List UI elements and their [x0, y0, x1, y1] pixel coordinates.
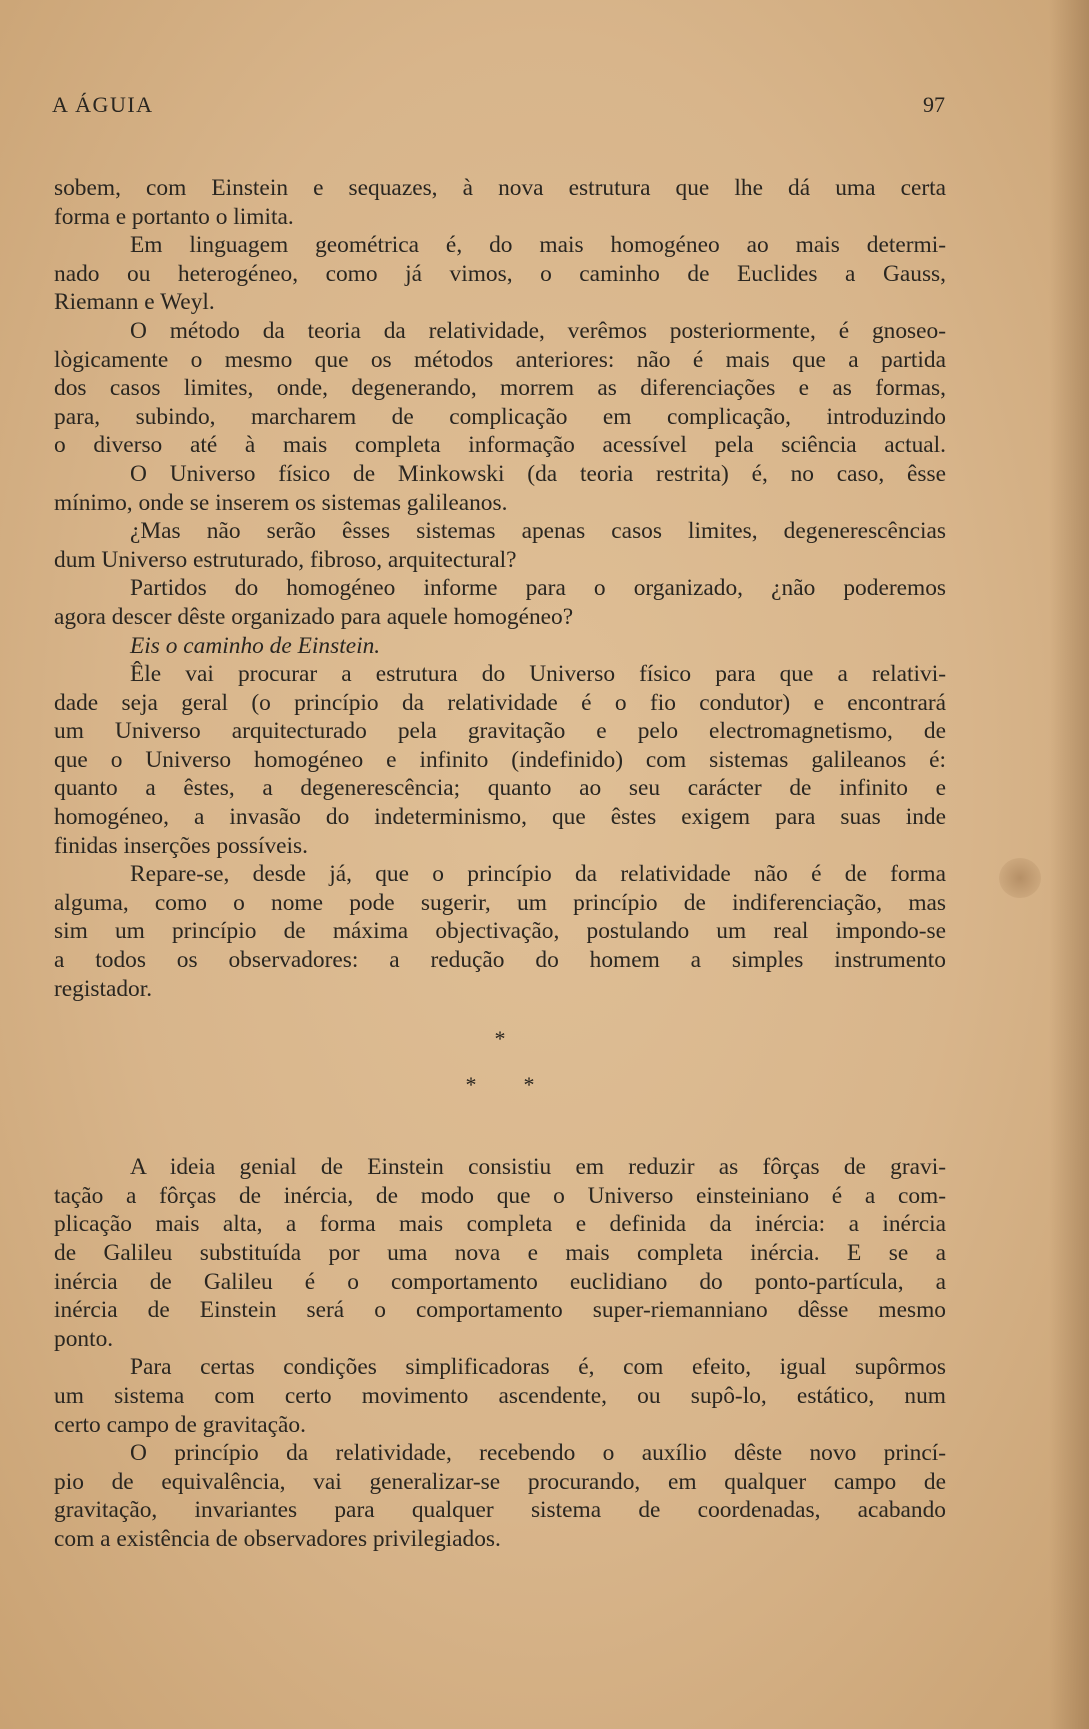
asterisk: * — [465, 1072, 477, 1098]
text-line: inércia de Galileu é o comportamento euclidiano do ponto-partícula, a — [54, 1268, 946, 1295]
text-line: alguma, como o nome pode sugerir, um princípio de indiferenciação, mas — [54, 889, 946, 916]
text-line: mínimo, onde se inserem os sistemas galileanos. — [54, 489, 508, 516]
text-line: nado ou heterogéneo, como já vimos, o caminho de Euclides a Gauss, — [54, 260, 946, 287]
text-line: agora descer dêste organizado para aquele homogéneo? — [54, 603, 574, 630]
text-line: que o Universo homogéneo e infinito (indefinido) com sistemas galileanos é: — [54, 746, 946, 773]
text-line: certo campo de gravitação. — [54, 1411, 306, 1438]
text-line: dos casos limites, onde, degenerando, morrem as diferenciações e as formas, — [54, 375, 946, 402]
text-line: um sistema com certo movimento ascendente, ou supô-lo, estático, num — [54, 1382, 946, 1409]
text-line: tação a fôrças de inércia, de modo que o Universo einsteiniano é a com- — [54, 1182, 946, 1209]
text-line: sim um princípio de máxima objectivação, postulando um real impondo-se — [54, 918, 946, 945]
text-line: quanto a êstes, a degenerescência; quanto ao seu carácter de infinito e — [54, 775, 946, 802]
text-line: Partidos do homogéneo informe para o organizado, ¿não poderemos — [130, 575, 946, 602]
text-line: gravitação, invariantes para qualquer sistema de coordenadas, acabando — [54, 1497, 946, 1524]
page-edge-shadow — [1049, 0, 1089, 1729]
text-line: Riemann e Weyl. — [54, 289, 215, 316]
text-line: O princípio da relatividade, recebendo o auxílio dêste novo princí- — [130, 1440, 946, 1467]
page-header — [52, 92, 945, 128]
text-line: forma e portanto o limita. — [54, 203, 294, 230]
asterisk: * — [494, 1026, 506, 1052]
text-line: dade seja geral (o princípio da relatividade é o fio condutor) e encontrará — [54, 689, 946, 716]
paper-stain — [999, 858, 1041, 898]
text-line: homogéneo, a invasão do indeterminismo, que êstes exigem para suas inde — [54, 804, 946, 831]
text-line: Em linguagem geométrica é, do mais homogéneo ao mais determi- — [130, 232, 946, 259]
text-line: ponto. — [54, 1325, 114, 1352]
text-line: um Universo arquitecturado pela gravitação e pelo electromagnetismo, de — [54, 718, 946, 745]
text-line: A ideia genial de Einstein consistiu em reduzir as fôrças de gravi- — [130, 1154, 946, 1181]
text-line: pio de equivalência, vai generalizar-se procurando, em qualquer campo de — [54, 1468, 946, 1495]
text-line: O método da teoria da relatividade, verêmos posteriormente, é gnoseo- — [130, 317, 946, 344]
text-line: inércia de Einstein será o comportamento super-riemanniano dêsse mesmo — [54, 1297, 946, 1324]
text-line: Repare-se, desde já, que o princípio da relatividade não é de forma — [130, 861, 946, 888]
text-line: sobem, com Einstein e sequazes, à nova estrutura que lhe dá uma certa — [54, 175, 946, 201]
text-line: a todos os observadores: a redução do homem a simples instrumento — [54, 947, 946, 974]
text-line: registador. — [54, 975, 153, 1002]
text-line: Êle vai procurar a estrutura do Universo físico para que a relativi- — [130, 661, 946, 688]
text-line: com a existência de observadores privilegiados. — [54, 1525, 501, 1552]
text-line: o diverso até à mais completa informação acessível pela sciência actual. — [54, 432, 946, 459]
page-number: 97 — [923, 92, 945, 117]
text-line: Eis o caminho de Einstein. — [130, 632, 381, 659]
asterisk: * — [523, 1072, 535, 1098]
text-line: Para certas condições simplificadoras é, com efeito, igual supôrmos — [130, 1354, 946, 1381]
text-line: para, subindo, marcharem de complicação em complicação, introduzindo — [54, 403, 946, 430]
text-line: de Galileu substituída por uma nova e mais completa inércia. E se a — [54, 1240, 946, 1266]
text-line: ¿Mas não serão êsses sistemas apenas casos limites, degenerescências — [130, 518, 946, 545]
text-line: dum Universo estruturado, fibroso, arquitectural? — [54, 546, 517, 573]
text-line: O Universo físico de Minkowski (da teoria restrita) é, no caso, êsse — [130, 460, 946, 487]
text-line: plicação mais alta, a forma mais completa e definida da inércia: a inércia — [54, 1211, 946, 1238]
running-head: A ÁGUIA — [52, 92, 154, 117]
section-separator-top — [54, 1003, 946, 1071]
body-text — [54, 174, 946, 1554]
section-separator-bottom — [54, 1071, 946, 1131]
text-line: lògicamente o mesmo que os métodos anteriores: não é mais que a partida — [54, 346, 946, 373]
text-line: finidas inserções possíveis. — [54, 832, 309, 859]
